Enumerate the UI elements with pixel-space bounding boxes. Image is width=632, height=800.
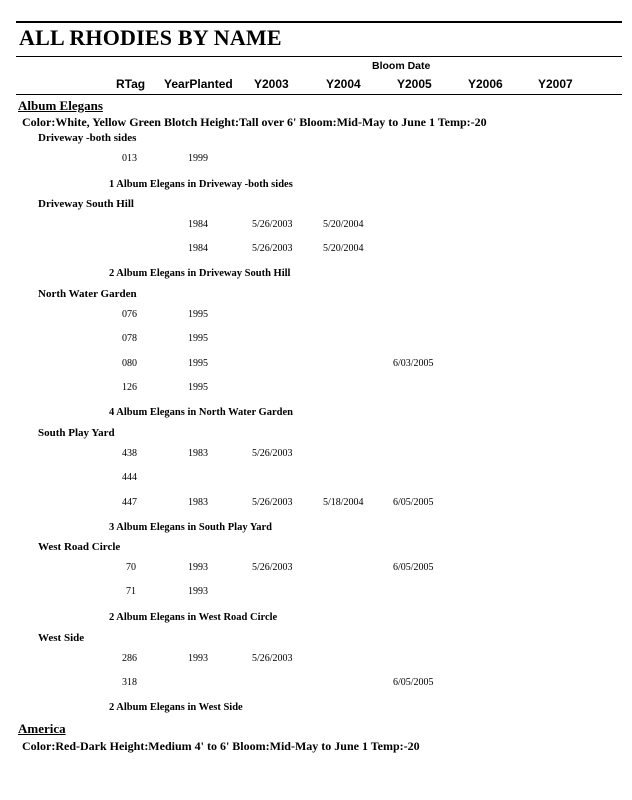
y2004-cell: 5/18/2004 — [323, 497, 364, 508]
y2005-cell: 6/05/2005 — [393, 677, 434, 688]
year-cell: 1995 — [188, 382, 208, 393]
location-heading: West Road Circle — [38, 541, 121, 553]
y2005-cell: 6/05/2005 — [393, 562, 434, 573]
location-heading: West Side — [38, 632, 85, 644]
col-header-y2006: Y2006 — [468, 77, 503, 91]
col-header-yearplanted: YearPlanted — [164, 77, 233, 91]
rtag-cell: 318 — [122, 677, 137, 688]
year-cell: 1983 — [188, 448, 208, 459]
plant-name: America — [18, 721, 66, 736]
group-summary: 2 Album Elegans in West Road Circle — [109, 612, 278, 623]
col-header-y2004: Y2004 — [326, 77, 361, 91]
year-cell: 1993 — [188, 562, 208, 573]
y2003-cell: 5/26/2003 — [252, 497, 293, 508]
year-cell: 1984 — [188, 219, 208, 230]
rtag-cell: 286 — [122, 653, 137, 664]
rtag-cell: 126 — [122, 382, 137, 393]
bloom-date-label: Bloom Date — [372, 60, 431, 72]
y2005-cell: 6/03/2005 — [393, 358, 434, 369]
y2004-cell: 5/20/2004 — [323, 219, 364, 230]
rtag-cell: 444 — [122, 472, 137, 483]
rtag-cell: 71 — [126, 586, 136, 597]
location-heading: South Play Yard — [38, 427, 115, 439]
col-header-y2007: Y2007 — [538, 77, 573, 91]
location-heading: North Water Garden — [38, 288, 137, 300]
year-cell: 1984 — [188, 243, 208, 254]
group-summary: 4 Album Elegans in North Water Garden — [109, 407, 293, 418]
rtag-cell: 70 — [126, 562, 136, 573]
y2003-cell: 5/26/2003 — [252, 243, 293, 254]
y2004-cell: 5/20/2004 — [323, 243, 364, 254]
group-summary: 2 Album Elegans in West Side — [109, 702, 243, 713]
report-title: ALL RHODIES BY NAME — [19, 25, 282, 50]
y2005-cell: 6/05/2005 — [393, 497, 434, 508]
plant-attributes: Color:Red-Dark Height:Medium 4' to 6' Bloom:Mid-May to June 1 Temp:-20 — [22, 739, 420, 753]
col-header-y2003: Y2003 — [254, 77, 289, 91]
header-rule — [16, 94, 622, 95]
plant-attributes: Color:White, Yellow Green Blotch Height:Tall over 6' Bloom:Mid-May to June 1 Temp:-20 — [22, 115, 487, 129]
year-cell: 1999 — [188, 153, 208, 164]
y2003-cell: 5/26/2003 — [252, 653, 293, 664]
group-summary: 1 Album Elegans in Driveway -both sides — [109, 179, 293, 190]
year-cell: 1995 — [188, 309, 208, 320]
year-cell: 1993 — [188, 586, 208, 597]
plant-name: Album Elegans — [18, 98, 103, 113]
rtag-cell: 013 — [122, 153, 137, 164]
rtag-cell: 080 — [122, 358, 137, 369]
year-cell: 1983 — [188, 497, 208, 508]
col-header-y2005: Y2005 — [397, 77, 432, 91]
year-cell: 1995 — [188, 358, 208, 369]
col-header-rtag: RTag — [116, 77, 146, 91]
location-heading: Driveway South Hill — [38, 198, 134, 210]
y2003-cell: 5/26/2003 — [252, 448, 293, 459]
rtag-cell: 078 — [122, 333, 137, 344]
y2003-cell: 5/26/2003 — [252, 562, 293, 573]
rtag-cell: 447 — [122, 497, 137, 508]
year-cell: 1995 — [188, 333, 208, 344]
y2003-cell: 5/26/2003 — [252, 219, 293, 230]
rtag-cell: 076 — [122, 309, 137, 320]
group-summary: 2 Album Elegans in Driveway South Hill — [109, 268, 291, 279]
year-cell: 1993 — [188, 653, 208, 664]
title-rule — [16, 56, 622, 57]
group-summary: 3 Album Elegans in South Play Yard — [109, 522, 272, 533]
rtag-cell: 438 — [122, 448, 137, 459]
top-rule — [16, 21, 622, 23]
location-heading: Driveway -both sides — [38, 132, 137, 144]
